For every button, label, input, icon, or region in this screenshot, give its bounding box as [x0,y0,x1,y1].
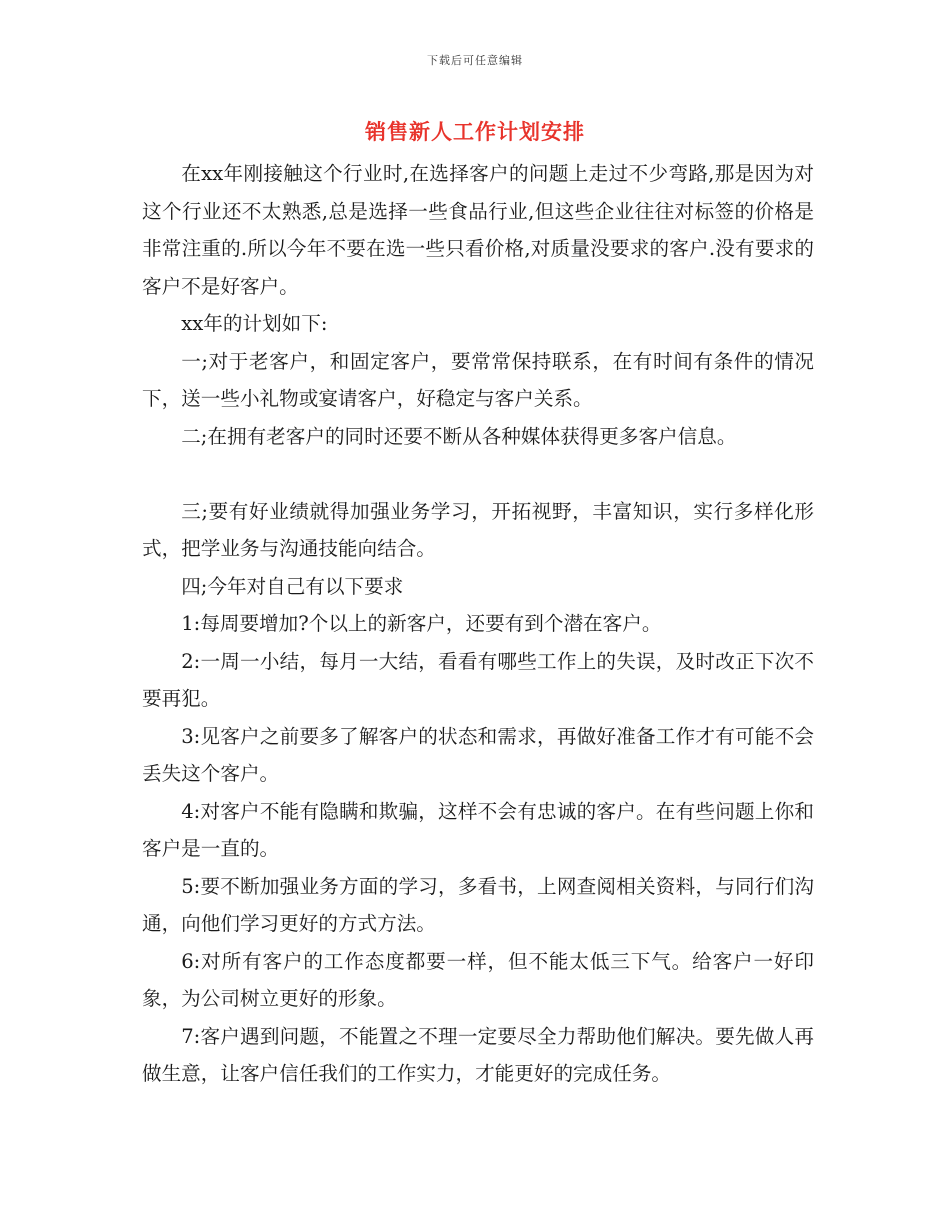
document-title: 销售新人工作计划安排 [365,119,585,144]
paragraph-gap [142,455,814,493]
requirement-2: 2:一周一小结，每月一大结，看看有哪些工作上的失误，及时改正下次不要再犯。 [142,649,814,710]
paragraph-item-1: 一;对于老客户，和固定客户，要常常保持联系，在有时间有条件的情况下，送一些小礼物或宴请客户，好稳定与客户关系。 [142,349,814,410]
header-note: 下载后可任意编辑 [427,54,523,67]
requirement-1: 1:每周要增加?个以上的新客户，还要有到个潜在客户。 [181,612,662,635]
requirement-7: 7:客户遇到问题，不能置之不理一定要尽全力帮助他们解决。要先做人再做生意，让客户信任我们的工作实力，才能更好的完成任务。 [142,1024,814,1085]
document-body [142,155,814,1093]
paragraph-plan-heading: xx年的计划如下: [181,312,328,335]
requirement-5: 5:要不断加强业务方面的学习，多看书，上网查阅相关资料，与同行们沟通，向他们学习更好的方式方法。 [142,874,814,935]
paragraph-item-4: 四;今年对自己有以下要求 [181,574,404,598]
requirement-3: 3:见客户之前要多了解客户的状态和需求，再做好准备工作才有可能不会丢失这个客户。 [142,724,814,785]
requirement-6: 6:对所有客户的工作态度都要一样，但不能太低三下气。给客户一好印象，为公司树立更好的形象。 [142,949,814,1010]
paragraph-item-3: 三;要有好业绩就得加强业务学习，开拓视野，丰富知识，实行多样化形式，把学业务与沟通技能向结合。 [142,499,814,560]
requirement-4: 4:对客户不能有隐瞒和欺骗，这样不会有忠诚的客户。在有些问题上你和客户是一直的。 [142,799,814,860]
paragraph-item-2: 二;在拥有老客户的同时还要不断从各种媒体获得更多客户信息。 [181,424,737,448]
paragraph-intro: 在xx年刚接触这个行业时,在选择客户的问题上走过不少弯路,那是因为对这个行业还不太熟悉,总是选择一些食品行业,但这些企业往往对标签的价格是非常注重的.所以今年不要在选一些只看价格,对质量没要求的客户.没有要求的客户不是好客户。 [142,162,814,298]
